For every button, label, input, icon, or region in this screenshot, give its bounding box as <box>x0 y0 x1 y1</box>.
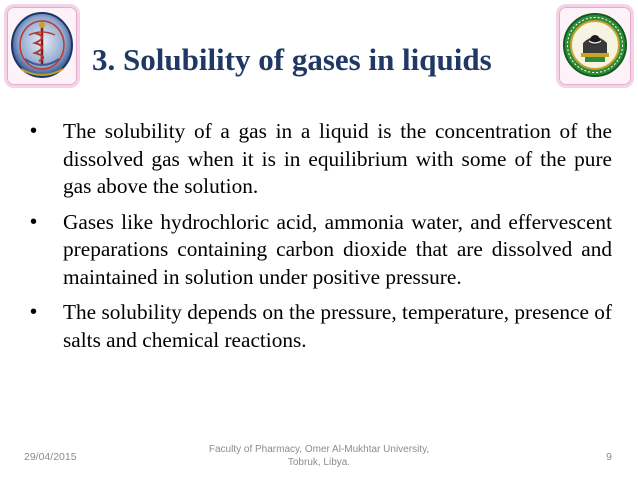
faculty-of-pharmacy-logo <box>4 4 80 88</box>
bullet-text: The solubility of a gas in a liquid is the concentration of the dissolved gas when it is in equilibrium with some of the pure gas above the solution. <box>63 119 612 198</box>
faculty-of-pharmacy-emblem-icon <box>7 7 77 85</box>
footer-affiliation-line1: Faculty of Pharmacy, Omer Al-Mukhtar University, <box>208 444 430 455</box>
bullet-item <box>26 118 612 201</box>
bullet-list <box>26 118 612 362</box>
bullet-marker: • <box>30 210 38 233</box>
bullet-item <box>26 299 612 354</box>
bullet-text: The solubility depends on the pressure, temperature, presence of salts and chemical reactions. <box>63 300 612 352</box>
footer-affiliation-line2: Tobruk, Libya. <box>287 457 351 468</box>
bullet-marker: • <box>30 120 38 142</box>
bullet-text: Gases like hydrochloric acid, ammonia water, and effervescent preparations containing carbon dioxide that are dissolved and maintained in solution under positive pressure. <box>63 209 612 289</box>
omer-al-mukhtar-university-seal-icon <box>559 7 631 85</box>
bullet-item <box>26 209 612 292</box>
slide-title: 3. Solubility of gases in liquids <box>92 42 492 77</box>
university-logo <box>556 4 634 88</box>
footer-date: 29/04/2015 <box>24 451 77 463</box>
footer-affiliation <box>200 443 438 469</box>
page-number: 9 <box>606 451 612 463</box>
bullet-marker: • <box>30 301 38 323</box>
